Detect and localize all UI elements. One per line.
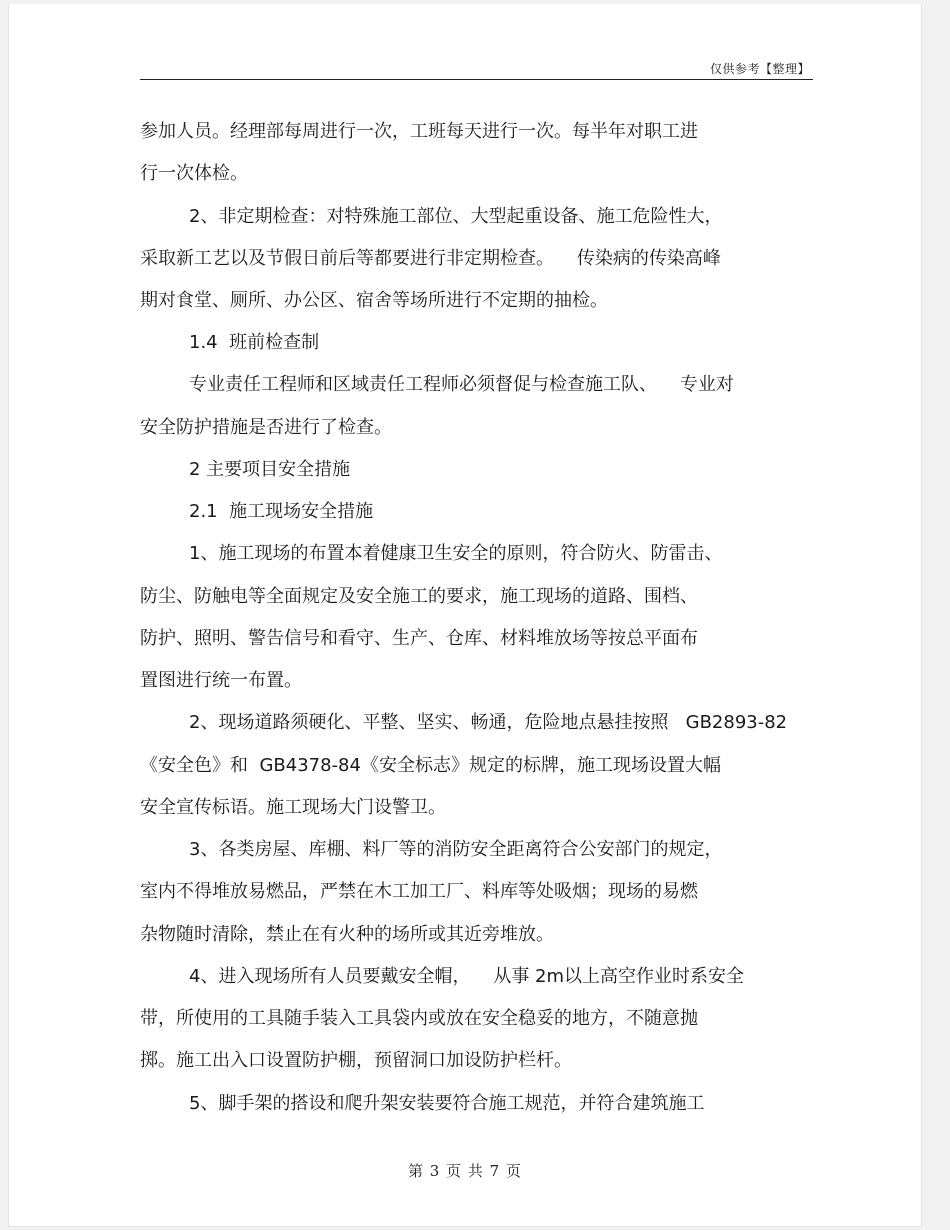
- body-line: 期对食堂、厕所、办公区、宿舍等场所进行不定期的抽检。: [140, 290, 608, 311]
- header-label: 仅供参考【整理】: [709, 62, 810, 76]
- body-line: 2 主要项目安全措施: [189, 459, 351, 480]
- body-line: 3、各类房屋、库棚、料厂等的消防安全距离符合公安部门的规定，: [189, 839, 723, 860]
- body-line: 杂物随时清除，禁止在有火种的场所或其近旁堆放。: [140, 924, 554, 945]
- body-line: 采取新工艺以及节假日前后等都要进行非定期检查。 传染病的传染高峰: [140, 248, 721, 269]
- body-line: 4、进入现场所有人员要戴安全帽， 从事 2m以上高空作业时系安全: [189, 966, 745, 987]
- body-line: 室内不得堆放易燃品，严禁在木工加工厂、料库等处吸烟；现场的易燃: [140, 881, 698, 902]
- body-line: 2、非定期检查：对特殊施工部位、大型起重设备、施工危险性大，: [189, 206, 723, 227]
- body-line: 安全防护措施是否进行了检查。: [140, 417, 392, 438]
- body-line: 安全宣传标语。施工现场大门设警卫。: [140, 797, 446, 818]
- body-line: 置图进行统一布置。: [140, 670, 302, 691]
- body-line: 防尘、防触电等全面规定及安全施工的要求，施工现场的道路、围档、: [140, 586, 698, 607]
- body-line: 带，所使用的工具随手装入工具袋内或放在安全稳妥的地方，不随意抛: [140, 1008, 698, 1029]
- body-line: 《安全色》和 GB4378-84《安全标志》规定的标牌，施工现场设置大幅: [140, 755, 721, 776]
- body-line: 2、现场道路须硬化、平整、坚实、畅通，危险地点悬挂按照 GB2893-82: [189, 712, 788, 733]
- body-line: 1.4 班前检查制: [189, 332, 320, 353]
- body-line: 2.1 施工现场安全措施: [189, 501, 374, 522]
- body-line: 行一次体检。: [140, 163, 248, 184]
- body-line: 掷。施工出入口设置防护棚，预留洞口加设防护栏杆。: [140, 1050, 572, 1071]
- document-page: [8, 4, 922, 1227]
- header-rule: [140, 79, 813, 80]
- body-line: 防护、照明、警告信号和看守、生产、仓库、材料堆放场等按总平面布: [140, 628, 698, 649]
- body-line: 专业责任工程师和区域责任工程师必须督促与检查施工队、 专业对: [189, 374, 734, 395]
- body-line: 1、施工现场的布置本着健康卫生安全的原则，符合防火、防雷击、: [189, 543, 723, 564]
- body-line: 5、脚手架的搭设和爬升架安装要符合施工规范，并符合建筑施工: [189, 1093, 705, 1114]
- body-line: 参加人员。经理部每周进行一次，工班每天进行一次。每半年对职工进: [140, 121, 698, 142]
- page-number: 第 3 页 共 7 页: [408, 1162, 522, 1180]
